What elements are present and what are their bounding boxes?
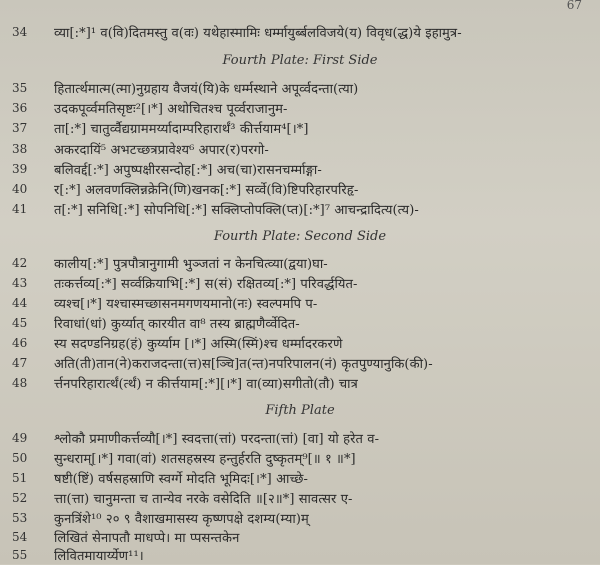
text-line	[0, 545, 600, 565]
line-text: लिखितं सेनापतौ माधप्पे। मा प्पसन्तकेन	[54, 531, 240, 546]
page-number: 67	[566, 0, 582, 12]
line-number: 47	[12, 356, 28, 370]
text-line	[0, 488, 600, 508]
text-line	[0, 253, 600, 273]
text-line	[0, 508, 600, 528]
line-number: 36	[12, 101, 28, 115]
line-number: 44	[12, 296, 28, 310]
text-line	[0, 273, 600, 293]
text-line	[0, 199, 600, 219]
line-text: र[:*] अलवणक्लिन्नक्रेनि(णि)खनक[:*] सर्व्वे(वि)ष्टिपरिहारपरिहृ-	[54, 183, 359, 198]
line-number: 54	[12, 530, 28, 544]
text-line	[0, 373, 600, 393]
line-text: बलिवर्द्द[:*] अपुष्पक्षीरसन्दोह[:*] अच(चा)रासनचर्म्माङ्गा-	[54, 163, 322, 178]
line-text: र्त्तनपरिहारार्त्थं(र्त्थं) न कीर्त्तयाम[:*][।*] वा(व्या)सगीतो(तौ) चात्र	[54, 377, 358, 392]
line-number: 48	[12, 376, 28, 390]
line-text: अति(ती)तान(ने)कराजदन्ता(त्त)स[ञ्चि]त(न्त)नपरिपालन(नं) कृतपुण्यानुकि(की)-	[54, 357, 433, 372]
line-text: स्य सदण्डनिग्रह(हं) कुर्य्याम [।*] अस्मि(स्मिं)श्च धर्म्मादरकरणे	[54, 337, 343, 352]
line-text: श्लोकौ प्रमाणीकर्त्तव्यौ[।*] स्वदत्ता(त्तां) परदन्ता(त्तां) [वा] यो हरेत व-	[54, 432, 380, 447]
line-text: व्यश्च[।*] यश्चास्मच्छासनमगणयमानो(नः) स्वल्पमपि प-	[54, 297, 318, 312]
line-text: तःकर्त्तव्य[:*] सर्व्वक्रियाभि[:*] स(सं) रक्षितव्य[:*] परिवर्द्धयित-	[54, 277, 358, 292]
line-number: 42	[12, 256, 28, 270]
line-number: 35	[12, 81, 28, 95]
line-number: 39	[12, 162, 28, 176]
text-line	[0, 428, 600, 448]
text-line	[0, 448, 600, 468]
text-line	[0, 98, 600, 118]
line-text: व्या[:*]¹ व(वि)दितमस्तु व(वः) यथेहास्मामिः धर्म्मायुर्ब्बलविजये(य) विवृध(द्ध)ये इहामुत्र-	[54, 26, 462, 41]
line-text: कुनत्रिंशे¹⁰ २० ९ वैशाखमासस्य कृष्णपक्षे दशम्य(म्या)म्	[54, 512, 309, 527]
line-text: त्ता(त्ता) चानुमन्ता च तान्येव नरके वसेदिति ॥[२॥*] सावत्सर ए-	[54, 492, 353, 507]
line-number: 49	[12, 431, 28, 445]
line-text: सुन्धराम्[।*] गवा(वां) शतसहस्रस्य हन्तुर्हरति दुष्कृतम्⁹[॥ १ ॥*]	[54, 452, 356, 467]
line-text: त[:*] सनिधि[:*] सोपनिधि[:*] सक्लिप्तोपक्लि(प्त)[:*]⁷ आचन्द्रादित्य(त्य)-	[54, 203, 419, 218]
line-number: 34	[12, 25, 28, 39]
line-text: रिवाधां(धां) कुर्य्यात् कारयीत वा⁸ तस्य ब्राह्मणैर्व्वेदित-	[54, 317, 300, 332]
line-text: उदकपूर्व्वमतिसृष्टः²[।*] अथोचितश्च पूर्व्वराजानुम-	[54, 102, 288, 117]
text-line	[0, 527, 600, 547]
line-number: 52	[12, 491, 28, 505]
line-number: 38	[12, 142, 28, 156]
line-number: 55	[12, 548, 28, 562]
line-text: ता[:*] चातुर्व्वैद्यग्राममर्य्यादाम्परिहारार्थं³ कीर्त्तयाम⁴[।*]	[54, 122, 309, 137]
text-line	[0, 118, 600, 138]
section-heading-fourth-plate-first: Fourth Plate: First Side	[222, 53, 378, 68]
text-line	[0, 139, 600, 159]
line-number: 51	[12, 471, 28, 485]
line-number: 45	[12, 316, 28, 330]
line-number: 53	[12, 511, 28, 525]
line-number: 46	[12, 336, 28, 350]
line-number: 50	[12, 451, 28, 465]
section-heading-fifth-plate: Fifth Plate	[265, 403, 335, 418]
text-line	[0, 313, 600, 333]
line-number: 41	[12, 202, 28, 216]
text-line	[0, 78, 600, 98]
line-number: 43	[12, 276, 28, 290]
line-text: षष्टी(ष्टिं) वर्षसहस्राणि स्वर्ग्गे मोदति भूमिदः[।*] आच्छे-	[54, 472, 308, 487]
text-line	[0, 468, 600, 488]
line-text: कालीय[:*] पुत्रपौत्रानुगामी भुञ्जतां न केनचित्व्या(द्वया)घा-	[54, 257, 328, 272]
section-heading-fourth-plate-second: Fourth Plate: Second Side	[213, 229, 387, 244]
text-line	[0, 333, 600, 353]
text-line	[0, 293, 600, 313]
text-line	[0, 22, 600, 42]
line-text: अकरदायिं⁵ अभटच्छत्रप्रावेश्य⁶ अपार(र)परगो-	[54, 143, 269, 158]
line-number: 40	[12, 182, 28, 196]
line-number: 37	[12, 121, 28, 135]
line-text: लिवितमायार्य्येण¹¹।	[54, 549, 144, 564]
text-line	[0, 179, 600, 199]
text-line	[0, 353, 600, 373]
line-text: हितार्त्थमात्म(त्मा)नुग्रहाय वैजयं(यि)के धर्म्मस्थाने अपूर्व्वदन्ता(त्या)	[54, 82, 359, 97]
text-line	[0, 159, 600, 179]
